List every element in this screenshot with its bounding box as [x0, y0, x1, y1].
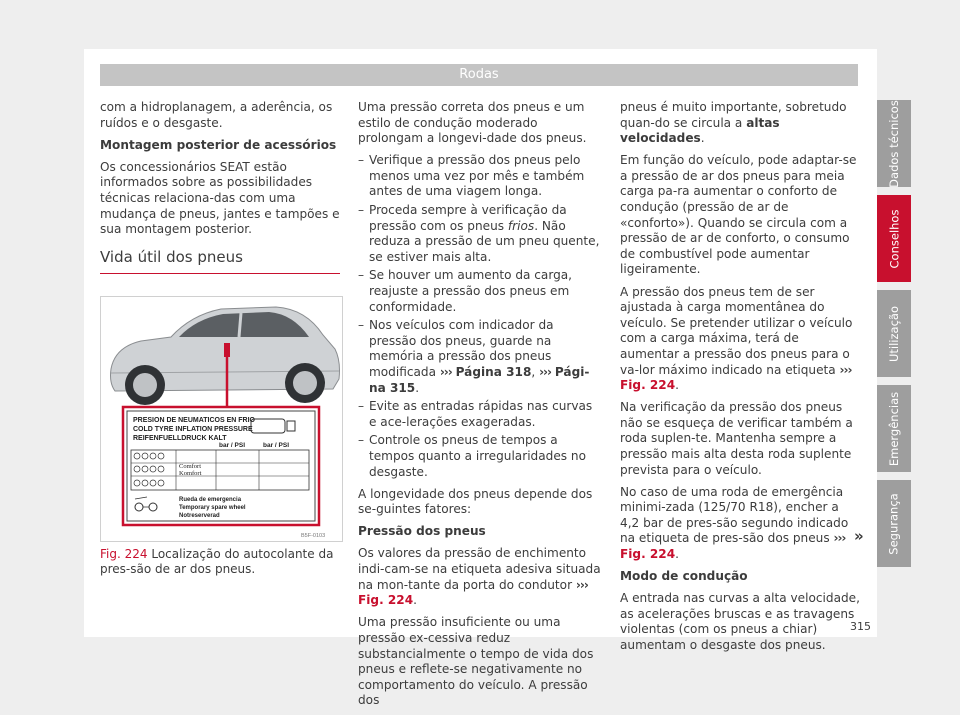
list-item: – Nos veículos com indicador da pressão dos pneus, guarde na memória a pressão dos pneus modificada ››› Página 318, ››› Pági-na 315.	[358, 318, 603, 396]
label-title-en: COLD TYRE INFLATION PRESSURE	[133, 426, 253, 433]
car-illustration	[101, 297, 342, 541]
tab-utilizacao[interactable]: Utilização	[877, 290, 911, 377]
continue-marker-icon: »	[854, 527, 864, 545]
label-title-de: REIFENFUELLDRUCK KALT	[133, 435, 227, 442]
column-left	[100, 100, 340, 274]
label-spare-en: Temporary spare wheel	[179, 505, 246, 511]
paragraph: Os valores da pressão de enchimento indi-cam-se na etiqueta adesiva situada na mon-tante da porta do condutor ››› Fig. 224.	[358, 546, 601, 608]
emphasis: frios	[507, 218, 535, 233]
label-comfort: Comfort	[179, 463, 202, 470]
label-spare-es: Rueda de emergencia	[179, 497, 242, 503]
figure-tyre-label	[100, 296, 343, 542]
label-title-es: PRESION DE NEUMATICOS EN FRIO	[133, 417, 255, 424]
section-title: Vida útil dos pneus	[100, 250, 340, 275]
tab-conselhos[interactable]: Conselhos	[877, 195, 911, 282]
paragraph: Uma pressão correta dos pneus e um estilo de condução moderado prolongam a longevi-dade dos pneus.	[358, 100, 587, 146]
paragraph: A entrada nas curvas a alta velocidade, as acelerações bruscas e as travagens violentas (com os pneus a chiar) aumentam o desgaste dos pneus.	[620, 591, 860, 652]
label-spare-de: Notreserverad	[179, 513, 220, 519]
bold-term: altas velocidades	[620, 115, 780, 146]
crossref-link[interactable]: Página 318	[455, 365, 532, 379]
paragraph: pneus é muito importante, sobretudo quan-do se circula a altas velocidades.	[620, 100, 847, 146]
crossref-arrow: ›››	[575, 577, 588, 592]
subheading-pressure: Pressão dos pneus	[358, 524, 486, 539]
page-header: Rodas	[100, 64, 858, 86]
list-item: – Evite as entradas rápidas nas curvas e ace-lerações exageradas.	[358, 399, 603, 430]
paragraph: A pressão dos pneus tem de ser ajustada à carga momentânea do veículo. Se pretender utilizar o veículo com a carga máxima, terá de aumentar a pressão dos pneus para o va-lor máximo indicado na etiqueta ››› Fig. 224.	[620, 284, 853, 393]
crossref-link[interactable]: Pági-na 315	[369, 365, 590, 395]
figure-label: Fig. 224	[100, 547, 148, 561]
page-number: 315	[850, 620, 871, 633]
paragraph: com a hidroplanagem, a aderência, os ruídos e o desgaste.	[100, 100, 333, 130]
tips-list	[358, 153, 603, 480]
figure-link[interactable]: Fig. 224	[358, 593, 414, 608]
unit-rear: bar / PSI	[263, 442, 290, 449]
crossref-arrow: ›››	[439, 365, 452, 379]
unit-front: bar / PSI	[219, 442, 246, 449]
figure-link[interactable]: Fig. 224	[620, 378, 676, 393]
column-middle	[358, 100, 603, 715]
paragraph: A longevidade dos pneus depende dos se-guintes fatores:	[358, 486, 593, 517]
list-item: – Proceda sempre à verificação da pressão com os pneus frios. Não reduza a pressão de um pneu quente, se estiver mais alta.	[358, 203, 603, 265]
paragraph: No caso de uma roda de emergência minimi-zada (125/70 R18), encher a 4,2 bar de pres-são segundo indicado na etiqueta de pres-são dos pneus ››› Fig. 224.	[620, 484, 849, 562]
crossref-arrow: ›››	[539, 365, 552, 379]
subheading-accessories: Montagem posterior de acessórios	[100, 137, 337, 152]
chapter-sidebar	[877, 100, 911, 575]
label-komfort: Komfort	[179, 470, 202, 477]
figure-caption	[100, 547, 341, 577]
paragraph: Na verificação da pressão dos pneus não se esqueça de verificar também a roda suplen-te. Mantenha sempre a pressão mais alta desta roda suplente prevista para o veículo.	[620, 400, 853, 477]
tab-dados-tecnicos[interactable]: Dados técnicos	[877, 100, 911, 187]
crossref-arrow: ›››	[839, 362, 852, 377]
figure-code: B5F-0103	[301, 533, 326, 539]
column-right	[620, 100, 860, 660]
paragraph: Uma pressão insuficiente ou uma pressão ex-cessiva reduz substancialmente o tempo de vida dos pneus e reflete-se negativamente no comportamento do veículo. A pressão dos	[358, 615, 594, 708]
crossref-arrow: ›››	[833, 531, 846, 546]
figure-link[interactable]: Fig. 224	[620, 547, 676, 562]
figure-caption-text: Localização do autocolante da pres-são de ar dos pneus.	[100, 547, 334, 576]
tab-seguranca[interactable]: Segurança	[877, 480, 911, 567]
subheading-driving: Modo de condução	[620, 569, 748, 584]
paragraph: Os concessionários SEAT estão informados sobre as possibilidades técnicas relaciona-das com uma mudança de pneus, jantes e tampões e sua montagem posterior.	[100, 159, 340, 237]
list-item: – Verifique a pressão dos pneus pelo menos uma vez por mês e também antes de uma viagem longa.	[358, 153, 603, 200]
list-item: – Controle os pneus de tempos a tempos quanto a irregularidades no desgaste.	[358, 433, 603, 480]
paragraph: Em função do veículo, pode adaptar-se a pressão de ar dos pneus para meia carga pa-ra aumentar o conforto de condução (pressão de ar de «conforto»). Quando se circula com a pressão de ar de conforto, o consumo de combustível pode aumentar ligeiramente.	[620, 153, 857, 277]
tab-emergencias[interactable]: Emergências	[877, 385, 911, 472]
list-item: – Se houver um aumento da carga, reajuste a pressão dos pneus em conformidade.	[358, 268, 603, 315]
